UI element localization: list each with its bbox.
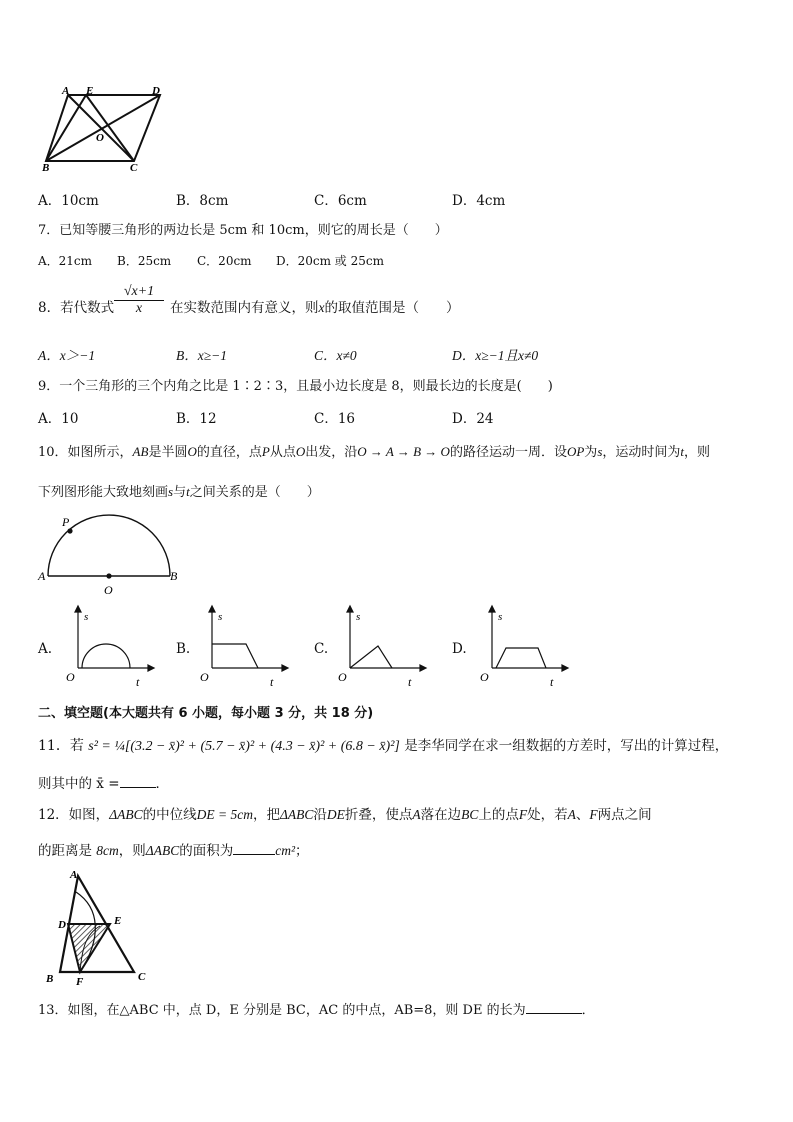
q12-bc: BC xyxy=(461,807,479,822)
q12-de2: DE xyxy=(326,807,345,822)
axis-t: t xyxy=(550,675,554,689)
q6-option-c: C．6cm xyxy=(314,193,367,209)
label-O: O xyxy=(104,583,113,597)
q10-t1: 10．如图所示， xyxy=(38,445,133,460)
q12-t9: 、 xyxy=(575,807,590,823)
q6-option-b: B．8cm xyxy=(176,193,229,209)
q7-option-b: B．25cm xyxy=(117,254,172,268)
q12-t3: ，把 xyxy=(252,807,280,823)
q6-option-a: A．10cm xyxy=(38,193,99,209)
q8-fraction xyxy=(114,284,164,317)
q10-t9: ，则 xyxy=(684,445,711,460)
q8-numerator: √x+1 xyxy=(114,284,164,301)
q11-line2-text: 则其中的 x̄ = xyxy=(38,776,120,792)
q10-t6: 的路径运动一周．设 xyxy=(449,445,567,460)
q10-s2: s xyxy=(168,484,174,499)
label-A: A xyxy=(62,85,70,97)
q12-t6: 落在边 xyxy=(420,807,462,823)
label-C: C xyxy=(138,971,146,983)
q8-suffix xyxy=(170,296,460,316)
q8-prefix: 8．若代数式 xyxy=(38,300,115,316)
q10-path: O → A → B → O xyxy=(357,444,450,459)
q10-option-b-label: B. xyxy=(176,641,191,657)
label-P: P xyxy=(62,515,70,529)
folded-triangle-figure xyxy=(40,868,160,988)
label-A: A xyxy=(70,869,78,881)
q10-graph-a xyxy=(62,604,162,690)
q12-tri1: ΔABC xyxy=(109,807,143,822)
q10-l2c: 之间关系的是（ ） xyxy=(189,485,320,500)
q12-l2c: 的面积为 xyxy=(179,843,234,859)
q8-option-d: D．x≥−1且x≠0 xyxy=(452,348,539,363)
q12-l2a: 的距离是 xyxy=(38,843,97,859)
label-O: O xyxy=(96,132,104,144)
q10-ab: AB xyxy=(132,444,149,459)
q10-p: P xyxy=(261,444,270,459)
q9-text: 9．一个三角形的三个内角之比是 1∶2∶3，且最小边长度是 8，则最长边的长度是( ) xyxy=(38,379,553,394)
q9-option-a: A．10 xyxy=(38,411,79,427)
q10-t8: ，运动时间为 xyxy=(602,445,681,460)
q13-answer-blank[interactable] xyxy=(526,1001,582,1014)
axis-s: s xyxy=(218,611,223,623)
q10-o1: O xyxy=(187,444,197,459)
q11-prefix: 11．若 xyxy=(38,738,84,754)
origin-o: O xyxy=(480,670,489,684)
label-B: B xyxy=(42,162,50,173)
q8-option-b: B．x≥−1 xyxy=(176,348,228,363)
q7-option-a: A．21cm xyxy=(38,254,93,268)
q7-option-d: D．20cm 或 25cm xyxy=(276,254,384,268)
q10-t: t xyxy=(680,444,685,459)
q6-option-d: D．4cm xyxy=(452,193,506,209)
q11-suffix: 是李华同学在求一组数据的方差时，写出的计算过程， xyxy=(404,738,729,754)
q8-var: x xyxy=(318,300,325,315)
q12-t4: 沿 xyxy=(313,807,327,823)
q11-line2-end: ． xyxy=(155,776,170,792)
q10-t2var: t xyxy=(186,484,190,499)
axis-s: s xyxy=(356,611,361,623)
q10-l2a: 下列图形能大致地刻画 xyxy=(38,485,169,500)
q8-option-a: A．x＞−1 xyxy=(38,348,96,363)
q7-option-c: C．20cm xyxy=(197,254,252,268)
q10-s: s xyxy=(597,444,603,459)
q10-l2b: 与 xyxy=(173,485,187,500)
label-E: E xyxy=(86,85,94,97)
q11-answer-blank[interactable] xyxy=(120,775,156,788)
axis-t: t xyxy=(408,675,412,689)
q8-denominator: x xyxy=(135,301,143,316)
q12-l2b: ，则 xyxy=(118,843,146,859)
q10-op: OP xyxy=(566,444,585,459)
q12-t8: 处，若 xyxy=(527,807,568,823)
q10-graph-b xyxy=(196,604,296,690)
q12-f2: F xyxy=(589,807,598,822)
axis-t: t xyxy=(270,675,274,689)
q12-t7: 上的点 xyxy=(478,807,519,823)
label-B: B xyxy=(46,973,54,985)
q10-t2: 是半圆 xyxy=(148,445,188,460)
origin-o: O xyxy=(338,670,347,684)
q13-end: ． xyxy=(581,1003,595,1018)
q12-f: F xyxy=(518,807,528,822)
q10-graph-c xyxy=(334,604,434,690)
q7-text: 7．已知等腰三角形的两边长是 5cm 和 10cm，则它的周长是（ ） xyxy=(38,223,448,238)
label-D: D xyxy=(152,85,160,97)
q11-line2 xyxy=(38,772,169,792)
q10-t3: 的直径，点 xyxy=(196,445,262,460)
q12-tri2: ΔABC xyxy=(279,807,314,822)
q12-line2 xyxy=(38,839,309,859)
q12-t2: 的中位线 xyxy=(142,807,197,823)
q9-option-b: B．12 xyxy=(176,411,217,427)
q12-t1: 12．如图， xyxy=(38,807,110,823)
q8-option-c: C．x≠0 xyxy=(314,348,357,363)
q10-line2 xyxy=(38,481,320,500)
label-B: B xyxy=(170,569,178,583)
label-F: F xyxy=(76,976,84,988)
q12-line1 xyxy=(38,803,652,823)
q9-option-d: D．24 xyxy=(452,411,494,427)
q10-option-a-label: A. xyxy=(38,641,53,657)
q12-t5: 折叠，使点 xyxy=(344,807,413,823)
q10-graph-d xyxy=(476,604,576,690)
section-2-title: 二、填空题(本大题共有 6 小题，每小题 3 分，共 18 分) xyxy=(38,706,374,721)
label-C: C xyxy=(130,162,138,173)
q9-option-c: C．16 xyxy=(314,411,356,427)
q10-t4: 从点 xyxy=(269,445,296,460)
q12-a2: A xyxy=(567,807,576,822)
q12-de: DE = 5cm xyxy=(196,807,253,822)
q10-line1 xyxy=(38,441,710,460)
q13-text: 13．如图，在△ABC 中，点 D，E 分别是 BC，AC 的中点，AB=8，则 DE 的长为 xyxy=(38,1003,526,1018)
q10-option-d-label: D. xyxy=(452,641,467,657)
q8-suffix-b: 的取值范围是（ ） xyxy=(324,300,460,316)
q13-line xyxy=(38,999,595,1018)
label-D: D xyxy=(58,919,66,931)
label-A: A xyxy=(38,569,46,583)
q12-l2d: ； xyxy=(295,843,309,859)
q10-o2: O xyxy=(295,444,306,459)
q10-t5: 出发，沿 xyxy=(305,445,358,460)
q11-line1 xyxy=(38,734,728,755)
q10-t7: 为 xyxy=(584,445,598,460)
q8-suffix-a: 在实数范围内有意义，则 xyxy=(170,300,319,316)
q12-dist: 8cm xyxy=(96,843,119,858)
semicircle-figure xyxy=(36,512,186,598)
q12-unit: cm² xyxy=(275,843,296,858)
parallelogram-figure xyxy=(38,85,178,173)
axis-s: s xyxy=(84,611,89,623)
q12-tri3: ΔABC xyxy=(145,843,180,858)
origin-o: O xyxy=(200,670,209,684)
origin-o: O xyxy=(66,670,75,684)
q11-formula: s² = ¼[(3.2 − x̄)² + (5.7 − x̄)² + (4.3 − x̄)² + (6.8 − x̄)²] xyxy=(88,739,400,754)
q12-a: A xyxy=(412,807,421,822)
label-E: E xyxy=(114,915,122,927)
q12-answer-blank[interactable] xyxy=(233,842,275,855)
axis-s: s xyxy=(498,611,503,623)
q10-option-c-label: C. xyxy=(314,641,329,657)
axis-t: t xyxy=(136,675,140,689)
q12-t10: 两点之间 xyxy=(597,807,652,823)
